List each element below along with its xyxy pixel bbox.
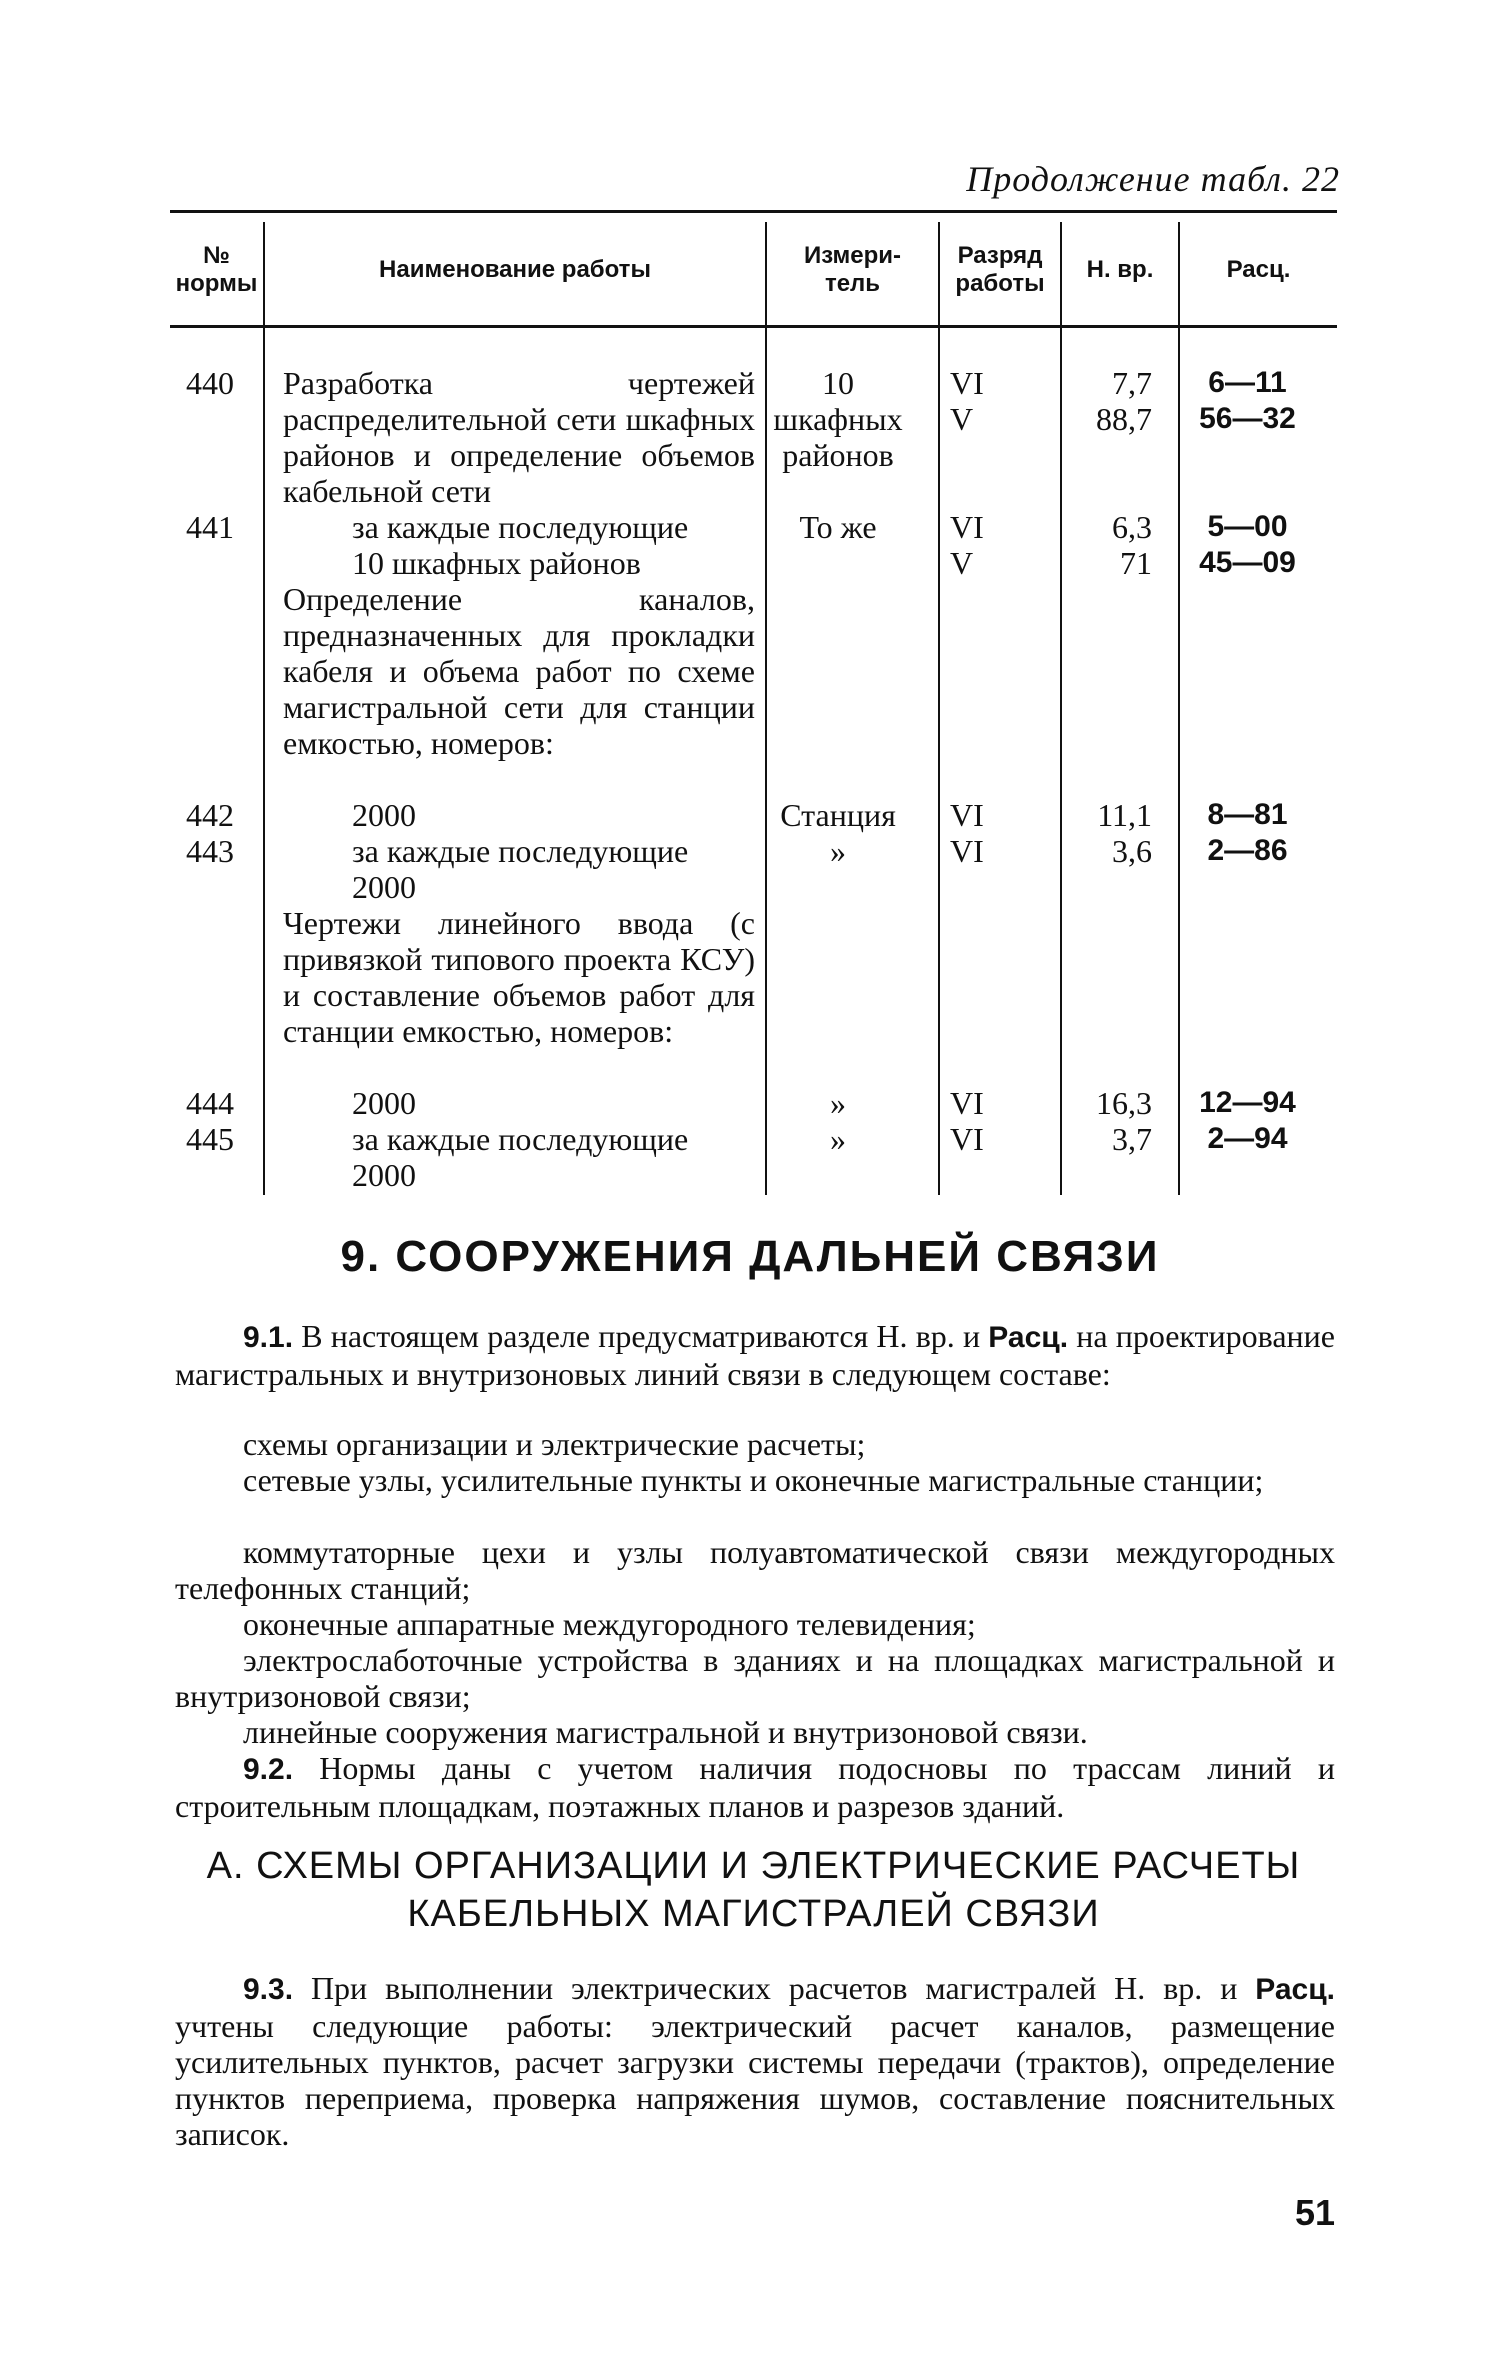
row-445-measurer: »	[830, 1121, 846, 1157]
row-440-name: Разработка чертежей распределительной сети шкафных районов и определение объемов кабельной сети	[283, 365, 755, 509]
page-number: 51	[1294, 2192, 1335, 2233]
row-444-rate: 12—94	[1199, 1086, 1296, 1119]
row-443-name: за каждые последующие 2000	[352, 833, 689, 905]
norms-table	[170, 210, 1337, 1195]
table-top-rule	[170, 210, 1337, 213]
row-442-measurer: Станция	[780, 797, 896, 833]
header-rate: Расц.	[1226, 256, 1291, 283]
list-item: сетевые узлы, усилительные пункты и оконечные магистральные станции;	[243, 1462, 1264, 1498]
row-443-hours: 3,6	[1112, 833, 1152, 869]
row-442-grade: VI	[950, 797, 984, 833]
row-443-rate: 2—86	[1207, 834, 1288, 867]
header-norm-number: № нормы	[175, 242, 258, 297]
row-442-number: 442	[186, 797, 234, 833]
row-444-measurer: »	[830, 1085, 846, 1121]
row-443-number: 443	[186, 833, 234, 869]
group-heading-linear-input: Чертежи линейного ввода (с привязкой типового проекта КСУ) и составление объемов работ для станции емкостью, номеров:	[283, 905, 755, 1049]
group-heading-channels: Определение каналов, предназначенных для прокладки кабеля и объема работ по схеме магистральной сети для станции емкостью, номеров:	[283, 581, 755, 761]
header-hours: Н. вр.	[1086, 256, 1154, 283]
row-444-grade: VI	[950, 1085, 984, 1121]
row-442-hours: 11,1	[1097, 797, 1152, 833]
row-444-hours: 16,3	[1096, 1085, 1152, 1121]
table-continuation-caption: Продолжение табл. 22	[966, 159, 1340, 199]
header-work-name: Наименование работы	[379, 256, 651, 283]
row-445-grade: VI	[950, 1121, 984, 1157]
row-441-number: 441	[186, 509, 234, 545]
row-442-name: 2000	[352, 797, 416, 833]
paragraph-9-1: 9.1. В настоящем разделе предусматриваются Н. вр. и Расц. на проектирование магистральных и внутризоновых линий связи в следующем составе:	[175, 1318, 1336, 1392]
column-divider	[263, 328, 265, 1195]
row-441-hours: 6,3 71	[1112, 509, 1152, 581]
list-item: оконечные аппаратные междугородного телевидения;	[243, 1606, 976, 1642]
section-a-heading-line-2: КАБЕЛЬНЫХ МАГИСТРАЛЕЙ СВЯЗИ	[407, 1893, 1100, 1935]
row-440-rate: 6—11 56—32	[1199, 366, 1296, 435]
header-grade: Разряд работы	[955, 242, 1045, 297]
row-445-name: за каждые последующие 2000	[352, 1121, 689, 1193]
row-441-measurer: То же	[799, 509, 877, 545]
row-440-number: 440	[186, 365, 234, 401]
row-445-number: 445	[186, 1121, 234, 1157]
row-440-grade: VI V	[950, 365, 984, 437]
row-440-measurer: 10 шкафных районов	[773, 365, 903, 473]
header-measurer: Измери- тель	[803, 242, 902, 297]
row-441-rate: 5—00 45—09	[1199, 510, 1296, 579]
row-441-name: за каждые последующие 10 шкафных районов	[352, 509, 689, 581]
section-9-heading: 9. СООРУЖЕНИЯ ДАЛЬНЕЙ СВЯЗИ	[340, 1232, 1160, 1281]
table-header-rule	[170, 325, 1337, 328]
list-item: линейные сооружения магистральной и внутризоновой связи.	[243, 1714, 1088, 1750]
row-442-rate: 8—81	[1207, 798, 1288, 831]
row-441-grade: VI V	[950, 509, 984, 581]
row-443-measurer: »	[830, 833, 846, 869]
paragraph-9-3: 9.3. При выполнении электрических расчетов магистралей Н. вр. и Расц. учтены следующие работы: электрический расчет каналов, размещение усилительных пунктов, расчет загрузки системы передачи (трактов), определение пунктов переприема, проверка напряжения шумов, составление пояснительных записок.	[175, 1970, 1335, 2152]
paragraph-9-2: 9.2. Нормы даны с учетом наличия подосновы по трассам линий и строительным площадкам, поэтажных планов и разрезов зданий.	[175, 1750, 1335, 1824]
section-a-heading-line-1: А. СХЕМЫ ОРГАНИЗАЦИИ И ЭЛЕКТРИЧЕСКИЕ РАСЧЕТЫ	[206, 1845, 1301, 1887]
row-443-grade: VI	[950, 833, 984, 869]
list-item: схемы организации и электрические расчеты;	[243, 1426, 866, 1462]
row-444-name: 2000	[352, 1085, 416, 1121]
row-444-number: 444	[186, 1085, 234, 1121]
list-item: коммутаторные цехи и узлы полуавтоматической связи междугородных телефонных станций;	[175, 1534, 1335, 1606]
row-445-rate: 2—94	[1207, 1122, 1288, 1155]
list-item: электрослаботочные устройства в зданиях и на площадках магистральной и внутризоновой связи;	[175, 1642, 1335, 1714]
column-divider	[938, 222, 940, 1195]
row-445-hours: 3,7	[1112, 1121, 1152, 1157]
row-440-hours: 7,7 88,7	[1096, 365, 1152, 437]
